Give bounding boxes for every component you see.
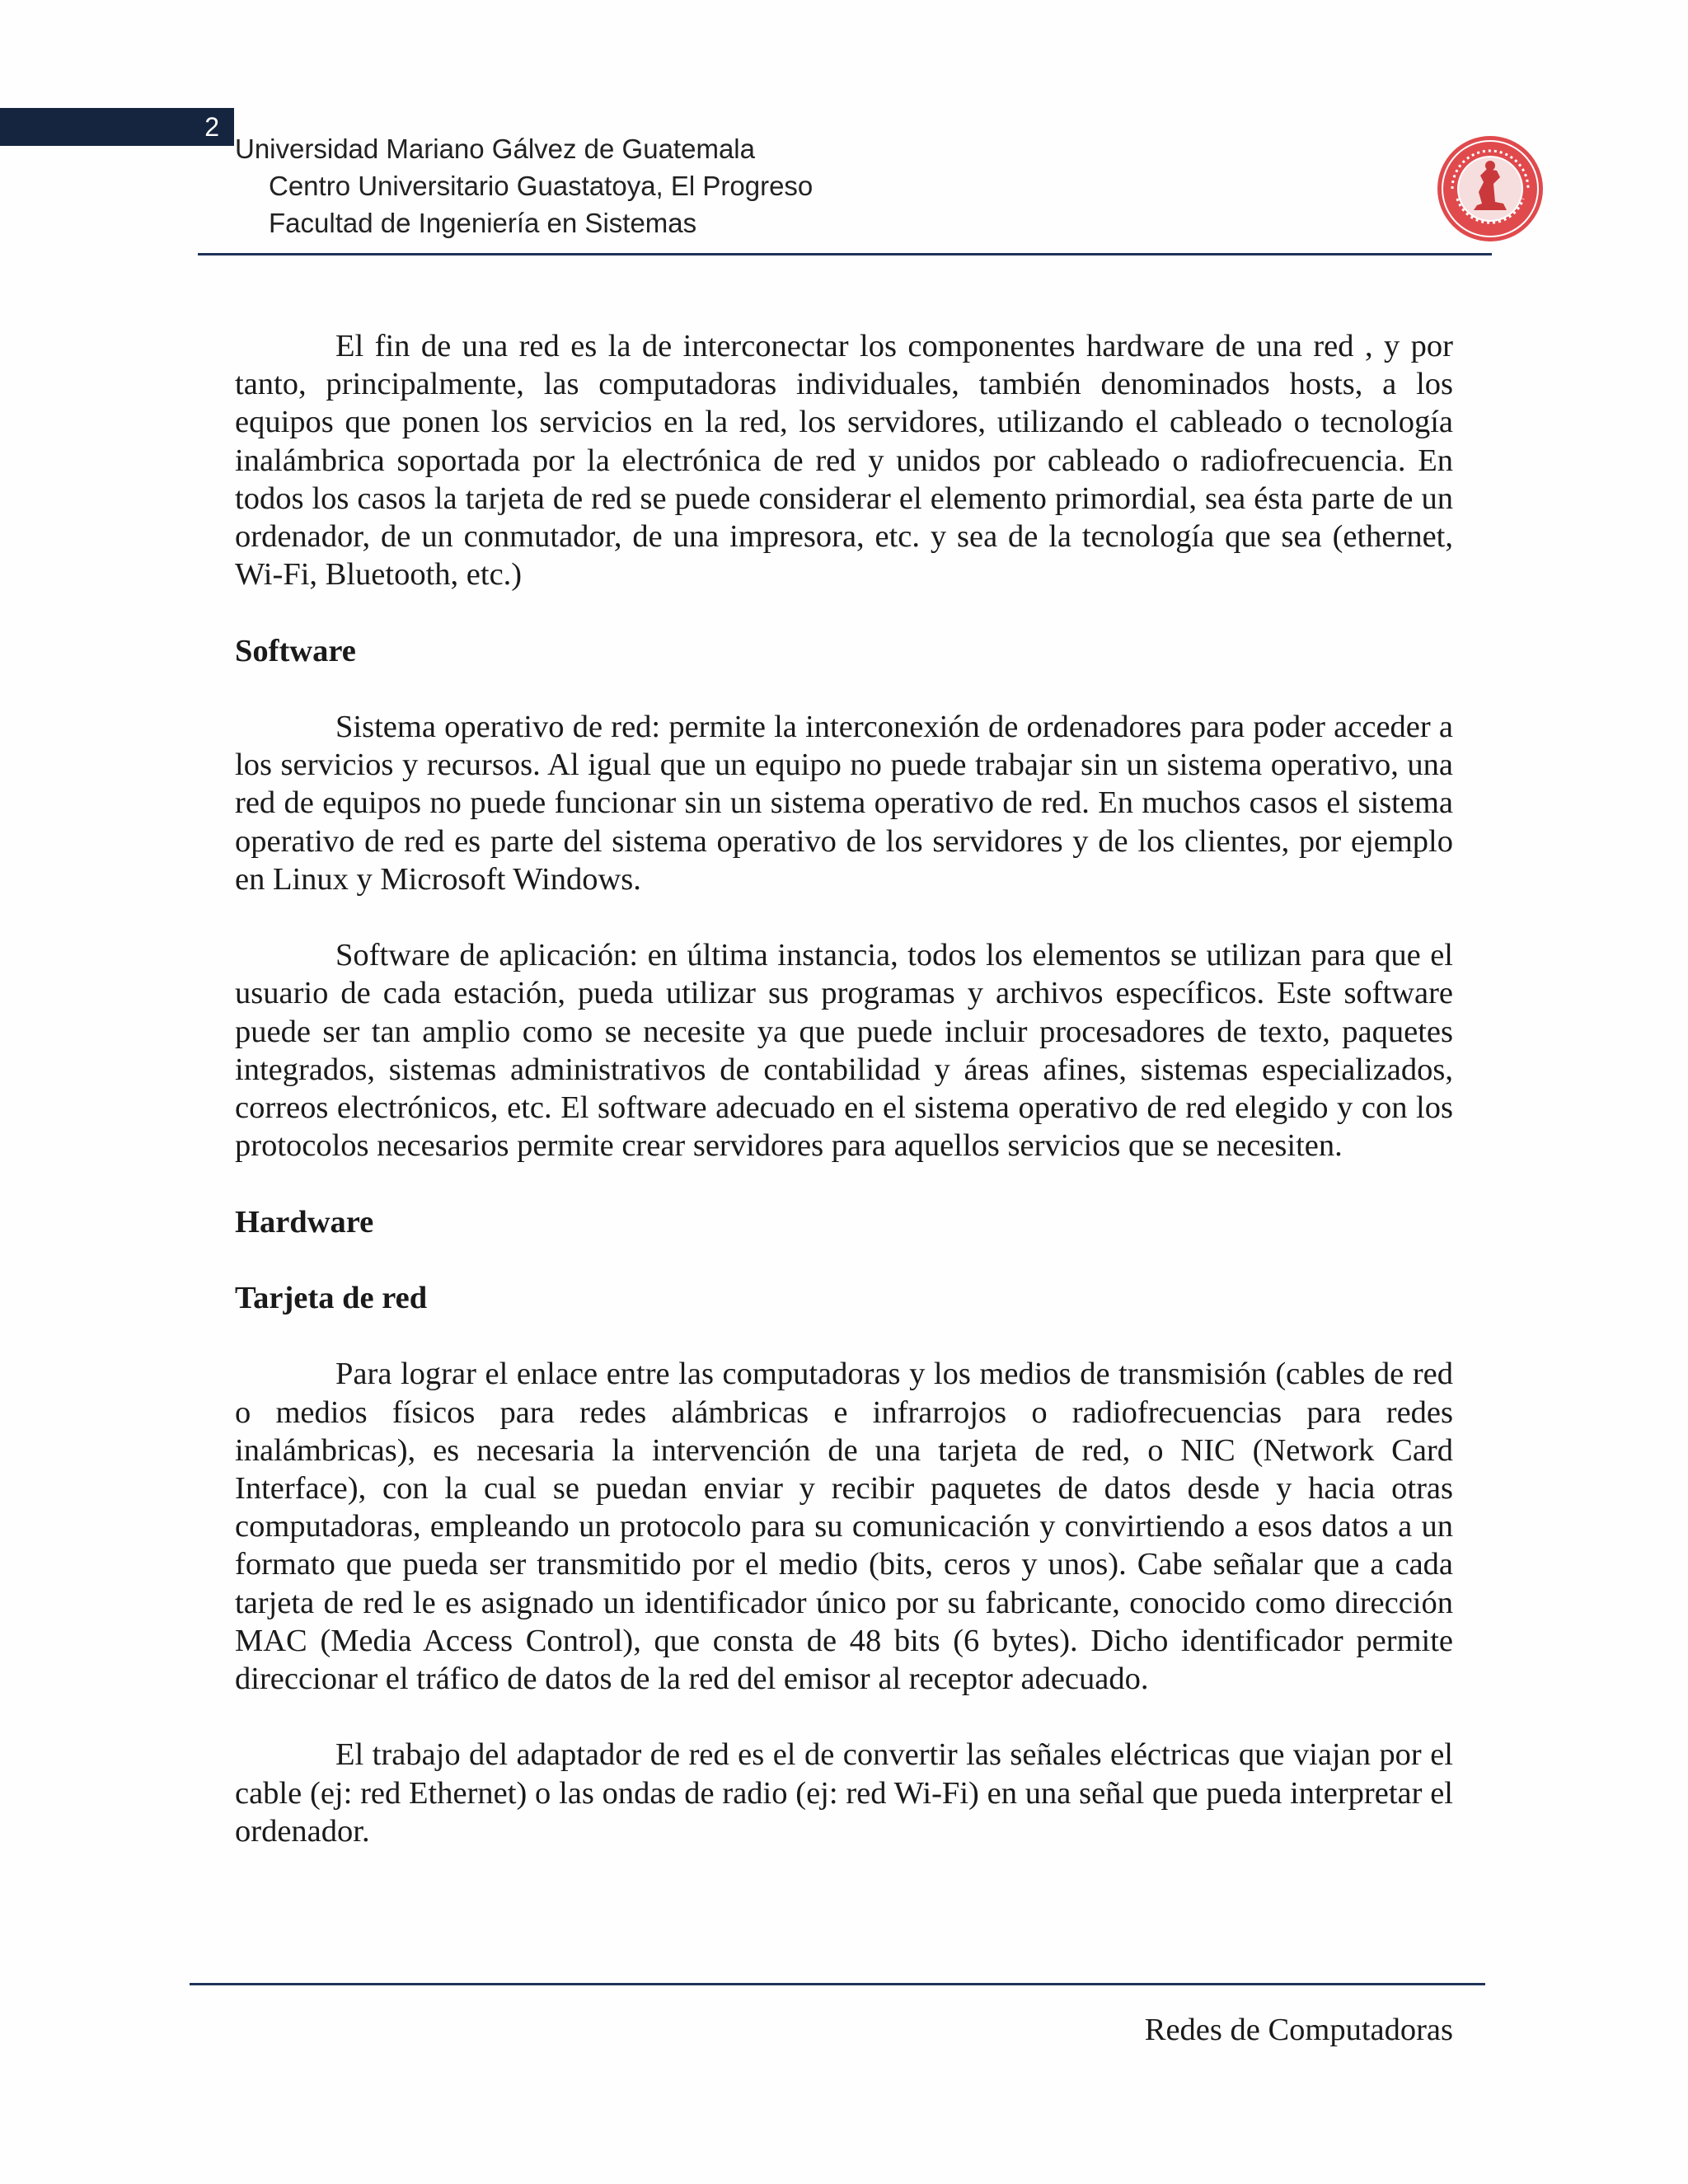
paragraph-intro: El fin de una red es la de interconectar los componentes hardware de una red , y por tanto, principalmente, las computadoras individuales, también denominados hosts, a los equipos que ponen los servicios en la red, los servidores, utilizando el cableado o tecnología inalámbrica soportada por la electrónica de red y unidos por cableado o radiofrecuencia. En todos los casos la tarjeta de red se puede considerar el elemento primordial, sea ésta parte de un ordenador, de un conmutador, de una impresora, etc. y sea de la tecnología que sea (ethernet, Wi-Fi, Bluetooth, etc.): [235, 329, 1453, 593]
paragraph-adaptador-red: El trabajo del adaptador de red es el de convertir las señales eléctricas que viajan por el cable (ej: red Ethernet) o las ondas de radio (ej: red Wi-Fi) en una señal que pueda interpretar el ordenador.: [235, 1737, 1453, 1849]
header-divider: [198, 253, 1492, 255]
heading-tarjeta-de-red: Tarjeta de red: [235, 1281, 428, 1315]
header-university: Universidad Mariano Gálvez de Guatemala: [235, 134, 755, 164]
header-campus: Centro Universitario Guastatoya, El Progreso: [269, 171, 814, 201]
paragraph-sistema-operativo: Sistema operativo de red: permite la interconexión de ordenadores para poder acceder a los servicios y recursos. Al igual que un equipo no puede trabajar sin un sistema operativo, una red de equipos no puede funcionar sin un sistema operativo de red. En muchos casos el sistema operativo de red es parte del sistema operativo de los servidores y de los clientes, por ejemplo en Linux y Microsoft Windows.: [235, 710, 1453, 897]
footer-divider: [190, 1983, 1485, 1985]
paragraph-tarjeta-red: Para lograr el enlace entre las computadoras y los medios de transmisión (cables de red o medios físicos para redes alámbricas e infrarrojos o radiofrecuencias para redes inalámbricas), es necesaria la intervención de una tarjeta de red, o NIC (Network Card Interface), con la cual se puedan enviar y recibir paquetes de datos desde y hacia otras computadoras, empleando un protocolo para su comunicación y convirtiendo a esos datos a un formato que pueda ser transmitido por el medio (bits, ceros y unos). Cabe señalar que a cada tarjeta de red le es asignado un identificador único por su fabricante, conocido como dirección MAC (Media Access Control), que consta de 48 bits (6 bytes). Dicho identificador permite direccionar el tráfico de datos de la red del emisor al receptor adecuado.: [235, 1357, 1453, 1697]
university-seal-icon: [1436, 134, 1545, 243]
header-faculty: Facultad de Ingeniería en Sistemas: [269, 208, 697, 238]
paragraph-software-aplicacion: Software de aplicación: en última instancia, todos los elementos se utilizan para que el usuario de cada estación, pueda utilizar sus programas y archivos específicos. Este software puede ser tan amplio como se necesite ya que puede incluir procesadores de texto, paquetes integrados, sistemas administrativos de contabilidad y áreas afines, sistemas especializados, correos electrónicos, etc. El software adecuado en el sistema operativo de red elegido y con los protocolos necesarios permite crear servidores para aquellos servicios que se necesiten.: [235, 938, 1453, 1164]
heading-hardware: Hardware: [235, 1204, 374, 1240]
footer-title: Redes de Computadoras: [1144, 2013, 1453, 2047]
page-number: 2: [204, 112, 219, 142]
page-number-bar: [0, 108, 234, 146]
document-body: [235, 327, 1453, 1888]
heading-software: Software: [235, 633, 356, 668]
